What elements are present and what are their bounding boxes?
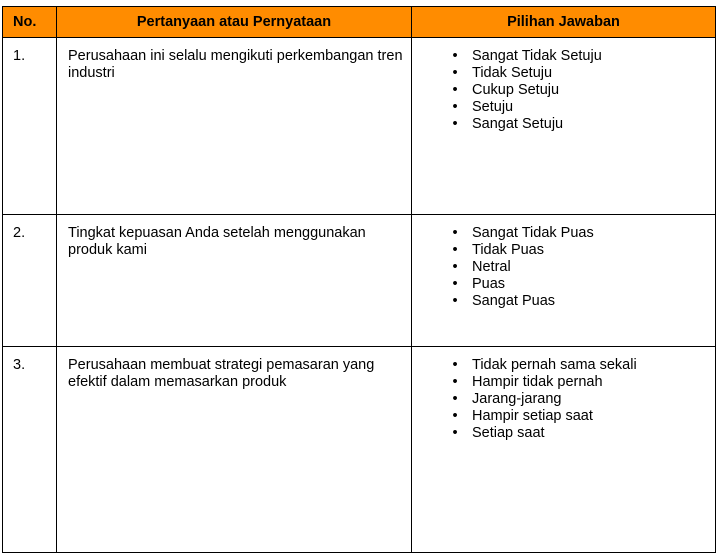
bullet-icon: •	[452, 242, 458, 258]
answer-options-list	[412, 225, 709, 310]
bullet-icon: •	[452, 259, 458, 275]
table-header	[3, 7, 716, 38]
answer-option	[412, 425, 709, 442]
header-no: No.	[3, 7, 57, 38]
answer-option-label: Puas	[472, 276, 506, 292]
answer-option-label: Hampir tidak pernah	[472, 374, 603, 390]
table-body	[3, 38, 716, 553]
bullet-icon: •	[452, 225, 458, 241]
answer-option-label: Cukup Setuju	[472, 82, 560, 98]
bullet-icon: •	[452, 48, 458, 64]
answer-option	[412, 391, 709, 408]
answer-option-label: Sangat Setuju	[472, 116, 564, 132]
table-row	[3, 38, 716, 215]
bullet-icon: •	[452, 408, 458, 424]
header-answer: Pilihan Jawaban	[412, 7, 716, 38]
answer-option-label: Setiap saat	[472, 425, 545, 441]
table-row	[3, 347, 716, 553]
answer-option	[412, 225, 709, 242]
bullet-icon: •	[452, 425, 458, 441]
question-text: Perusahaan membuat strategi pemasaran yang efektif dalam memasarkan produk	[57, 347, 412, 553]
bullet-icon: •	[452, 82, 458, 98]
answer-option-label: Sangat Tidak Puas	[472, 225, 594, 241]
header-question: Pertanyaan atau Pernyataan	[57, 7, 412, 38]
question-text: Perusahaan ini selalu mengikuti perkembangan tren industri	[57, 38, 412, 215]
bullet-icon: •	[452, 357, 458, 373]
row-number: 2.	[3, 215, 57, 347]
answer-option-label: Hampir setiap saat	[472, 408, 593, 424]
bullet-icon: •	[452, 374, 458, 390]
bullet-icon: •	[452, 293, 458, 309]
answer-option-label: Tidak Puas	[472, 242, 544, 258]
answer-option-label: Sangat Tidak Setuju	[472, 48, 602, 64]
bullet-icon: •	[452, 116, 458, 132]
table-row	[3, 215, 716, 347]
bullet-icon: •	[452, 276, 458, 292]
answer-option-label: Sangat Puas	[472, 293, 556, 309]
answer-options-cell	[412, 347, 716, 553]
bullet-icon: •	[452, 65, 458, 81]
answer-option	[412, 276, 709, 293]
answer-options-cell	[412, 38, 716, 215]
header-row	[3, 7, 716, 38]
row-number: 3.	[3, 347, 57, 553]
answer-options-list	[412, 357, 709, 442]
answer-option-label: Jarang-jarang	[472, 391, 562, 407]
answer-option	[412, 99, 709, 116]
answer-options-list	[412, 48, 709, 133]
bullet-icon: •	[452, 391, 458, 407]
answer-option	[412, 48, 709, 65]
row-number: 1.	[3, 38, 57, 215]
answer-option	[412, 357, 709, 374]
answer-option-label: Setuju	[472, 99, 514, 115]
answer-option	[412, 293, 709, 310]
answer-option-label: Netral	[472, 259, 511, 275]
answer-option	[412, 259, 709, 276]
question-text: Tingkat kepuasan Anda setelah menggunakan produk kami	[57, 215, 412, 347]
answer-option-label: Tidak pernah sama sekali	[472, 357, 637, 373]
answer-option	[412, 408, 709, 425]
answer-option-label: Tidak Setuju	[472, 65, 553, 81]
survey-table	[2, 6, 716, 553]
answer-option	[412, 65, 709, 82]
answer-option	[412, 116, 709, 133]
bullet-icon: •	[452, 99, 458, 115]
answer-option	[412, 242, 709, 259]
answer-options-cell	[412, 215, 716, 347]
answer-option	[412, 82, 709, 99]
answer-option	[412, 374, 709, 391]
